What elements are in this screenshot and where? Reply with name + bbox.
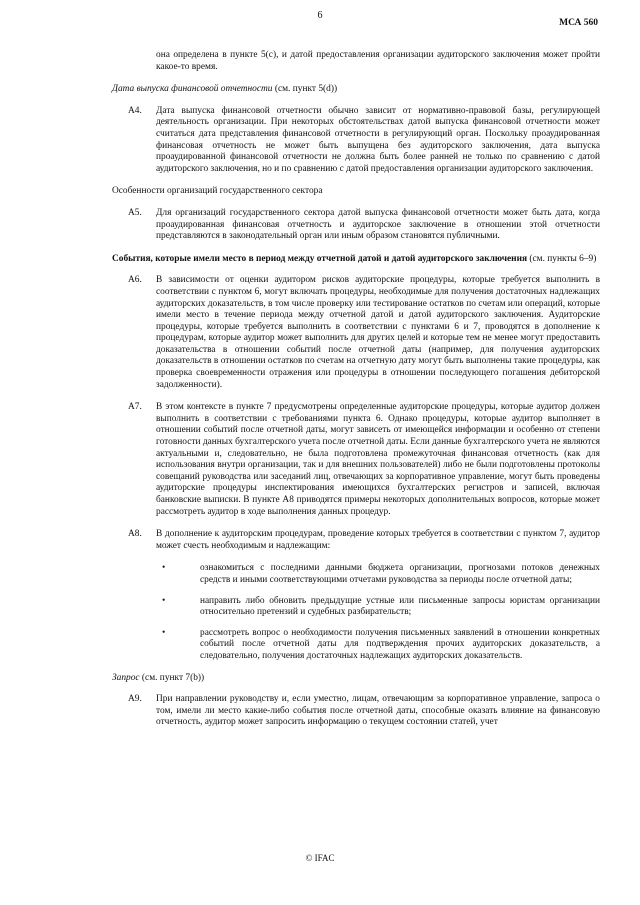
paragraph-number: A8. bbox=[128, 529, 142, 540]
section-heading-inquiry bbox=[112, 673, 600, 685]
page-number: 6 bbox=[317, 10, 323, 21]
paragraph-number: A4. bbox=[128, 105, 142, 116]
heading-ref: (см. пункт 5(d)) bbox=[272, 84, 338, 95]
list-item-text: направить либо обновить предыдущие устные или письменные запросы юристам организации относительно претензий и судебных разбирательств; bbox=[200, 595, 600, 618]
paragraph-a6 bbox=[112, 275, 600, 391]
paragraph-number: A7. bbox=[128, 402, 142, 413]
bullet-icon: • bbox=[162, 595, 166, 606]
paragraph-number: A5. bbox=[128, 207, 142, 218]
paragraph-number: A6. bbox=[128, 275, 142, 286]
paragraph-a7 bbox=[112, 402, 600, 518]
paragraph-number: A9. bbox=[128, 694, 142, 705]
paragraph-a4 bbox=[112, 106, 600, 176]
section-heading-issue-date bbox=[112, 84, 600, 96]
paragraph-a9 bbox=[112, 694, 600, 729]
paragraph-text: Для организаций государственного сектора датой выпуска финансовой отчетности может быть дата, когда проаудированная финансовая отчетность и аудиторское заключение в отношении этой отчетности представляются в законодательный орган или иным образом становятся публичными. bbox=[156, 207, 600, 242]
bullet-icon: • bbox=[162, 563, 166, 574]
paragraph-text: Дата выпуска финансовой отчетности обычно зависит от нормативно-правовой базы, регулирующей деятельность организации. При некоторых обстоятельствах датой выпуска финансовой отчетности может считаться дата представления финансовой отчетности в регулирующий орган. Поскольку проаудированная финансовая отчетность не может быть выпущена без аудиторского заключения, дата выпуска проаудированной финансовой отчетности не должна быть более ранней не только по сравнению с датой аудиторского заключения, но и по сравнению с датой предоставления организации аудиторского заключения. bbox=[156, 105, 600, 174]
paragraph-text: При направлении руководству и, если уместно, лицам, отвечающим за корпоративное управление, запроса о том, имели ли место какие-либо события после отчетной даты, способные оказать влияние на финансовую отчетность, аудитор может запросить информацию о текущем состоянии статей, учет bbox=[156, 694, 600, 728]
copyright-footer: © IFAC bbox=[305, 853, 335, 863]
bullet-icon: • bbox=[162, 627, 166, 638]
section-heading-public-sector: Особенности организаций государственного сектора bbox=[112, 186, 323, 197]
list-item bbox=[112, 596, 600, 619]
list-item bbox=[112, 628, 600, 663]
paragraph-text: В дополнение к аудиторским процедурам, проведение которых требуется в соответствии с пунктом 7, аудитор может счесть необходимым и надлежащим: bbox=[156, 529, 600, 551]
paragraph-a8 bbox=[112, 529, 600, 552]
paragraph-a5 bbox=[112, 208, 600, 243]
list-item bbox=[112, 563, 600, 586]
list-item-text: рассмотреть вопрос о необходимости получения письменных заявлений в отношении конкретных событий после отчетной даты для подтверждения прочих аудиторских доказательств, а следовательно, получения достаточных надлежащих аудиторских доказательств. bbox=[200, 627, 600, 661]
bullet-list bbox=[112, 563, 600, 662]
heading-italic: Дата выпуска финансовой отчетности bbox=[112, 84, 273, 95]
heading-ref: (см. пункты 6–9) bbox=[527, 253, 597, 264]
paragraph-text: В этом контексте в пункте 7 предусмотрены определенные аудиторские процедуры, которые аудитор должен выполнить в соответствии с требованиями пункта 6. Однако процедуры, которые аудитор выполняет в отношении событий после отчетной даты, могут зависеть от имеющейся информации и особенно от степени готовности данных бухгалтерского учета после отчетной даты. Если данные бухгалтерского учета не являются актуальными и, следовательно, не была подготовлена промежуточная финансовая отчетность (как для использования внутри организации, так и для внешних пользователей) либо не были подготовлены протоколы совещаний руководства или заседаний лиц, отвечающих за корпоративное управление, могут быть проведены аудиторские процедуры инспектирования имеющихся бухгалтерских регистров и записей, включая банковские выписки. В пункте A8 приводятся примеры некоторых дополнительных вопросов, которые может рассмотреть аудитор в ходе выполнения данных процедур. bbox=[156, 402, 600, 517]
heading-bold: События, которые имели место в период между отчетной датой и датой аудиторского заключения bbox=[112, 253, 528, 264]
list-item-text: ознакомиться с последними данными бюджета организации, прогнозами потоков денежных средств и иными соответствующими отчетами руководства за периоды после отчетной даты; bbox=[200, 563, 600, 585]
page-content bbox=[112, 50, 600, 740]
intro-paragraph: она определена в пункте 5(c), и датой предоставления организации аудиторского заключения может пройти какое-то время. bbox=[156, 50, 600, 72]
heading-ref: (см. пункт 7(b)) bbox=[139, 672, 205, 683]
document-code: МСА 560 bbox=[559, 18, 598, 28]
section-heading-events bbox=[112, 254, 600, 266]
heading-italic: Запрос bbox=[112, 672, 140, 683]
paragraph-text: В зависимости от оценки аудитором рисков аудиторские процедуры, которые требуется выполнить в соответствии с пунктом 6, могут включать процедуры, необходимые для получения достаточных надлежащих аудиторских доказательств, в том числе проверку или тестирование остатков по счетам или операций, которые имели место в течение периода между отчетной датой и датой аудиторского заключения. Аудиторские процедуры, которые требуется выполнить в соответствии с пунктами 6 и 7, проводятся в дополнение к процедурам, которые аудитор может выполнить для других целей и которые тем не менее могут предоставить доказательства в отношении событий после отчетной даты (например, для получения аудиторских доказательств в отношении остатков по счетам на отчетную дату могут быть выполнены такие процедуры, как проверка своевременности отражения или процедуры в отношении последующего погашения дебиторской задолженности). bbox=[156, 275, 600, 390]
